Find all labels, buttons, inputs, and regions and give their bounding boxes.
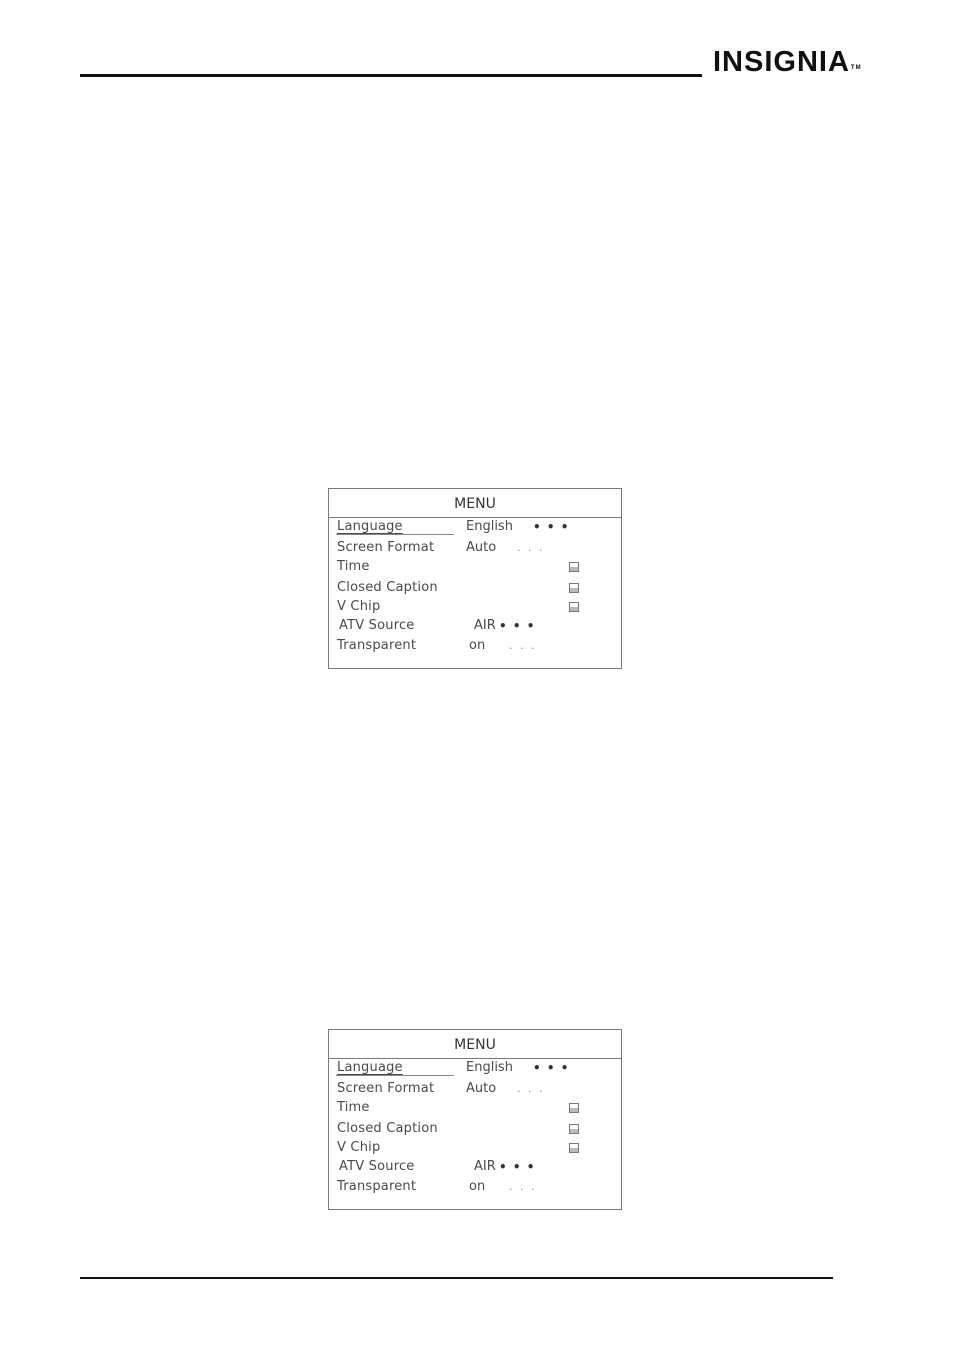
menu-item-label: ATV Source [339,1159,415,1174]
footer-rule [80,1277,833,1279]
header-rule [80,74,702,77]
menu-item-value: on [469,1179,486,1194]
menu-item-atv-source[interactable] [329,1158,621,1176]
more-options-icon: • • • [533,1061,570,1075]
menu-item-screen-format[interactable] [329,1080,621,1098]
more-options-icon: . . . [517,1082,545,1095]
menu-item-label: Closed Caption [337,580,438,595]
menu-item-closed-caption[interactable] [329,579,621,597]
more-options-icon: • • • [499,619,536,633]
submenu-icon [569,583,579,593]
menu-item-label: V Chip [337,1140,381,1155]
menu-item-transparent[interactable] [329,637,621,655]
menu-item-screen-format[interactable] [329,539,621,557]
menu-item-label: Transparent [337,1179,417,1194]
more-options-icon: • • • [533,520,570,534]
menu-item-label: ATV Source [339,618,415,633]
menu-title: MENU [329,1030,621,1059]
menu-item-v-chip[interactable] [329,1139,621,1157]
menu-item-label: V Chip [337,599,381,614]
menu-title: MENU [329,489,621,518]
insignia-logo [713,42,862,82]
menu-item-label: Time [337,1100,370,1115]
menu-item-time[interactable] [329,558,621,576]
osd-menu-1 [328,488,622,669]
menu-item-value: English [466,1060,513,1075]
osd-menu-2 [328,1029,622,1210]
submenu-icon [569,602,579,612]
menu-item-label: Time [337,559,370,574]
more-options-icon: • • • [499,1160,536,1174]
menu-item-label: Screen Format [337,1081,435,1096]
menu-item-label: Language [337,519,403,534]
menu-item-time[interactable] [329,1099,621,1117]
menu-item-value: Auto [466,540,497,555]
menu-item-transparent[interactable] [329,1178,621,1196]
more-options-icon: . . . [509,1180,537,1193]
more-options-icon: . . . [517,541,545,554]
submenu-icon [569,562,579,572]
menu-item-value: English [466,519,513,534]
menu-item-label: Transparent [337,638,417,653]
submenu-icon [569,1124,579,1134]
menu-item-value: on [469,638,486,653]
menu-item-value: Auto [466,1081,497,1096]
menu-item-atv-source[interactable] [329,617,621,635]
submenu-icon [569,1103,579,1113]
menu-item-closed-caption[interactable] [329,1120,621,1138]
menu-item-language[interactable] [329,518,621,536]
submenu-icon [569,1143,579,1153]
menu-item-language[interactable] [329,1059,621,1077]
menu-item-value: AIR [474,618,496,633]
menu-item-label: Closed Caption [337,1121,438,1136]
menu-item-value: AIR [474,1159,496,1174]
brand-name: INSIGNIA [713,46,850,78]
menu-item-v-chip[interactable] [329,598,621,616]
trademark: TM [850,65,862,71]
menu-item-label: Language [337,1060,403,1075]
more-options-icon: . . . [509,639,537,652]
menu-item-label: Screen Format [337,540,435,555]
